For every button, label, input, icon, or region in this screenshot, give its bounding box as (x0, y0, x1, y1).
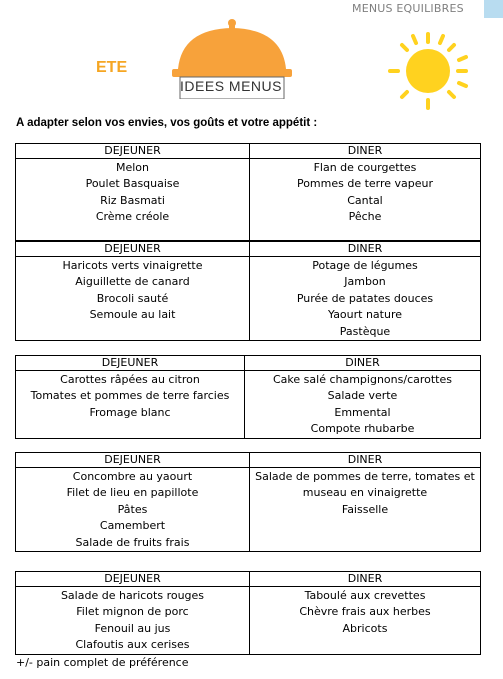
dinner-item: Flan de courgettes (313, 161, 417, 174)
lunch-item: Fromage blanc (89, 405, 171, 419)
dinner-item: Cake salé champignons/carottes (273, 373, 452, 386)
lunch-item: Haricots verts vinaigrette (62, 259, 203, 272)
dinner-cell (250, 257, 481, 341)
lunch-cell (16, 587, 250, 655)
dinner-header: DINER (250, 453, 481, 468)
dinner-cell (250, 159, 481, 241)
season-title: ETE (96, 59, 128, 76)
lunch-item: Melon (115, 161, 150, 174)
lunch-item: Fenouil au jus (94, 621, 171, 635)
dinner-item: Jambon (344, 275, 386, 289)
dinner-item: Faisselle (341, 502, 389, 516)
lunch-item: Riz Basmati (100, 193, 165, 207)
dinner-item: Emmental (334, 405, 391, 419)
lunch-item: Tomates et pommes de terre farcies (30, 389, 230, 403)
intro-text: A adapter selon vos envies, vos goûts et votre appétit : (16, 117, 318, 129)
lunch-item: Salade de haricots rouges (60, 589, 205, 602)
sun-icon (380, 30, 476, 112)
lunch-item: Aiguillette de canard (75, 275, 190, 289)
footer-note: +/- pain complet de préférence (16, 656, 189, 669)
lunch-header: DEJEUNER (16, 144, 250, 159)
dinner-header: DINER (245, 356, 481, 371)
dinner-item: Chèvre frais aux herbes (299, 605, 431, 619)
lunch-item: Salade de fruits frais (75, 535, 190, 549)
lunch-item: Pâtes (117, 502, 148, 516)
lunch-cell (16, 371, 245, 439)
dinner-item: Yaourt nature (327, 308, 403, 322)
header-label: MENUS EQUILIBRES (352, 2, 464, 15)
menu-table-2 (15, 241, 481, 341)
lunch-cell (16, 159, 250, 241)
dinner-item: museau en vinaigrette (302, 486, 428, 500)
lunch-cell (16, 468, 250, 552)
dinner-item: Potage de légumes (312, 259, 418, 272)
lunch-item: Clafoutis aux cerises (75, 638, 190, 652)
dinner-item: Cantal (347, 193, 383, 207)
lunch-item: Filet mignon de porc (76, 605, 189, 619)
lunch-header: DEJEUNER (16, 242, 250, 257)
menu-table-4 (15, 452, 481, 552)
dinner-item: Purée de patates douces (296, 291, 434, 305)
lunch-item: Carottes râpées au citron (60, 373, 200, 386)
logo-title: IDEES MENUS (180, 78, 282, 94)
dinner-item: Pêche (348, 210, 382, 224)
lunch-header: DEJEUNER (16, 356, 245, 371)
dinner-item: Salade de pommes de terre, tomates et (255, 470, 475, 483)
lunch-item: Brocoli sauté (96, 291, 169, 305)
dinner-cell (250, 468, 481, 552)
dinner-item: Salade verte (327, 389, 398, 403)
menu-table-5 (15, 571, 481, 655)
dinner-item: Pommes de terre vapeur (296, 177, 434, 191)
header-accent-bar (484, 0, 503, 18)
dinner-cell (245, 371, 481, 439)
lunch-item: Camembert (99, 519, 166, 533)
menu-table-1 (15, 143, 481, 241)
dinner-header: DINER (250, 242, 481, 257)
menu-table-3 (15, 355, 481, 439)
dinner-item: Compote rhubarbe (310, 422, 415, 436)
lunch-header: DEJEUNER (16, 453, 250, 468)
dinner-header: DINER (250, 572, 481, 587)
dinner-cell (250, 587, 481, 655)
dinner-item: Abricots (342, 621, 388, 635)
lunch-item: Crème créole (95, 210, 170, 224)
lunch-item: Semoule au lait (89, 308, 176, 322)
lunch-item: Poulet Basquaise (85, 177, 180, 191)
lunch-item: Concombre au yaourt (72, 470, 193, 483)
dinner-item: Taboulé aux crevettes (304, 589, 426, 602)
dinner-item: Pastèque (339, 324, 391, 338)
lunch-cell (16, 257, 250, 341)
dinner-header: DINER (250, 144, 481, 159)
lunch-header: DEJEUNER (16, 572, 250, 587)
lunch-item: Filet de lieu en papillote (66, 486, 199, 500)
